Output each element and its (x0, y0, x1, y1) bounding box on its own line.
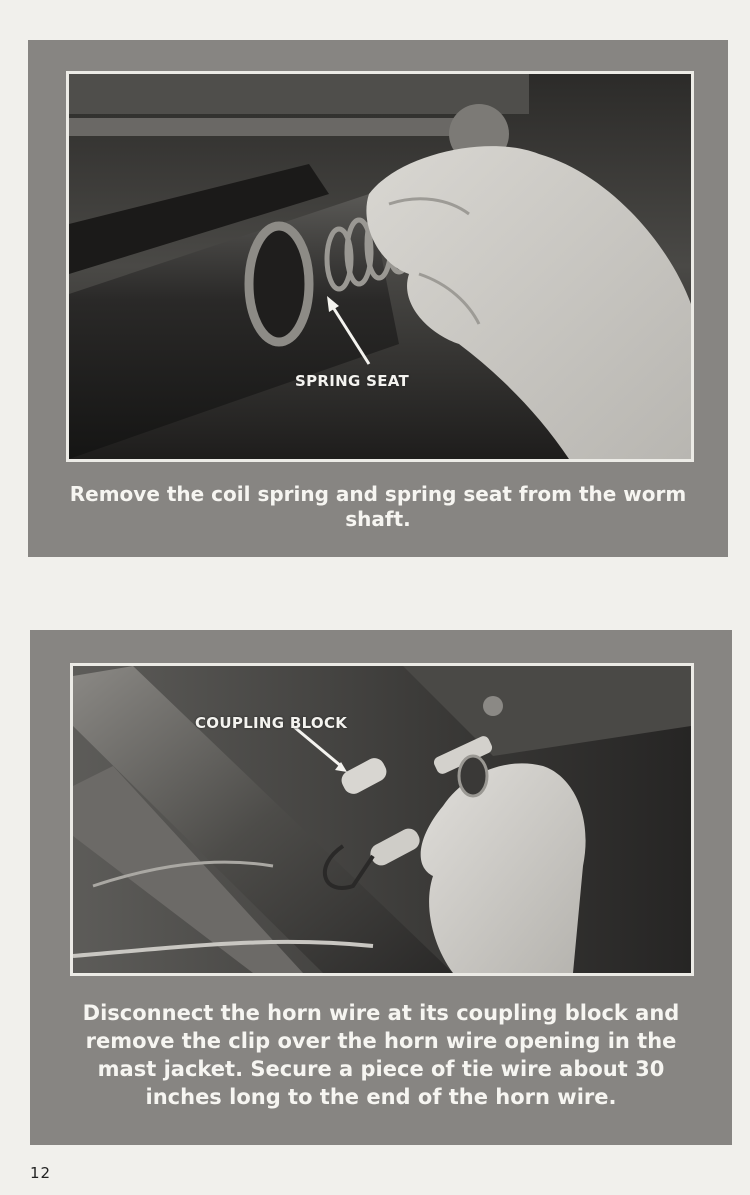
callout-spring-seat: SPRING SEAT (295, 372, 410, 390)
figure-caption-1: Remove the coil spring and spring seat from the worm shaft. (69, 482, 687, 531)
figure-panel-1 (28, 40, 728, 557)
page-number: 12 (30, 1164, 52, 1182)
figure-panel-2 (30, 630, 732, 1145)
figure-caption-2: Disconnect the horn wire at its coupling block and remove the clip over the horn wire opening in the mast jacket. Secure a piece of tie wire about 30 inches long to the end of the horn wire. (82, 1001, 680, 1109)
callout-coupling-block: COUPLING BLOCK (195, 714, 348, 732)
photo-illustration (69, 74, 691, 459)
photo-coil-spring-removal (66, 71, 694, 462)
photo-horn-wire-disconnect (70, 663, 694, 976)
photo-illustration (73, 666, 691, 973)
